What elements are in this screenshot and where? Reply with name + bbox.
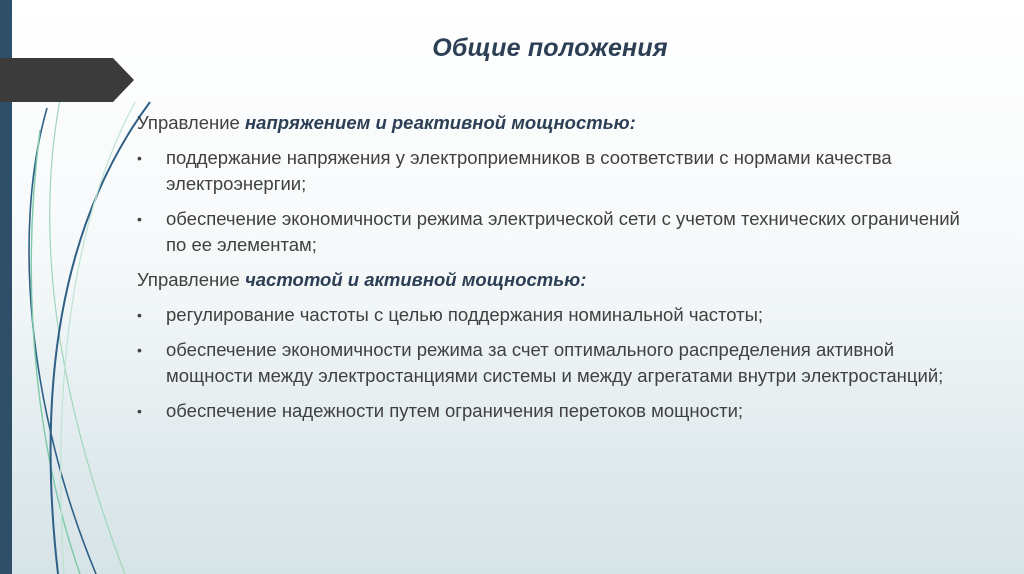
list-item [137,302,967,328]
section-heading-voltage [137,110,967,136]
section-lead: Управление [137,269,245,290]
list-item-text: регулирование частоты с целью поддержания номинальной частоты; [166,304,764,325]
bullet: • [137,403,142,419]
list-item [137,337,967,389]
list-item-text: обеспечение экономичности режима электрической сети с учетом технических ограничений по ее элементам; [166,208,960,255]
bullet: • [137,342,142,358]
bullet: • [137,307,142,323]
bullet-list-voltage [137,145,967,258]
list-item-text: поддержание напряжения у электроприемников в соответствии с нормами качества электроэнергии; [166,147,892,194]
section-heading-frequency [137,267,967,293]
list-item-text: обеспечение экономичности режима за счет оптимального распределения активной мощности между электростанциями системы и между агрегатами внутри электростанций; [166,339,944,386]
title-tab-shape [0,58,134,102]
section-lead: Управление [137,112,245,133]
list-item [137,398,967,424]
list-item [137,206,967,258]
content-body [137,110,967,433]
section-highlight: напряжением и реактивной мощностью: [244,112,636,133]
bullet: • [137,150,142,166]
page-title: Общие положения [432,34,668,62]
list-item [137,145,967,197]
section-highlight: частотой и активной мощностью: [244,269,587,290]
list-item-text: обеспечение надежности путем ограничения перетоков мощности; [166,400,744,421]
bullet: • [137,211,142,227]
bullet-list-frequency [137,302,967,424]
